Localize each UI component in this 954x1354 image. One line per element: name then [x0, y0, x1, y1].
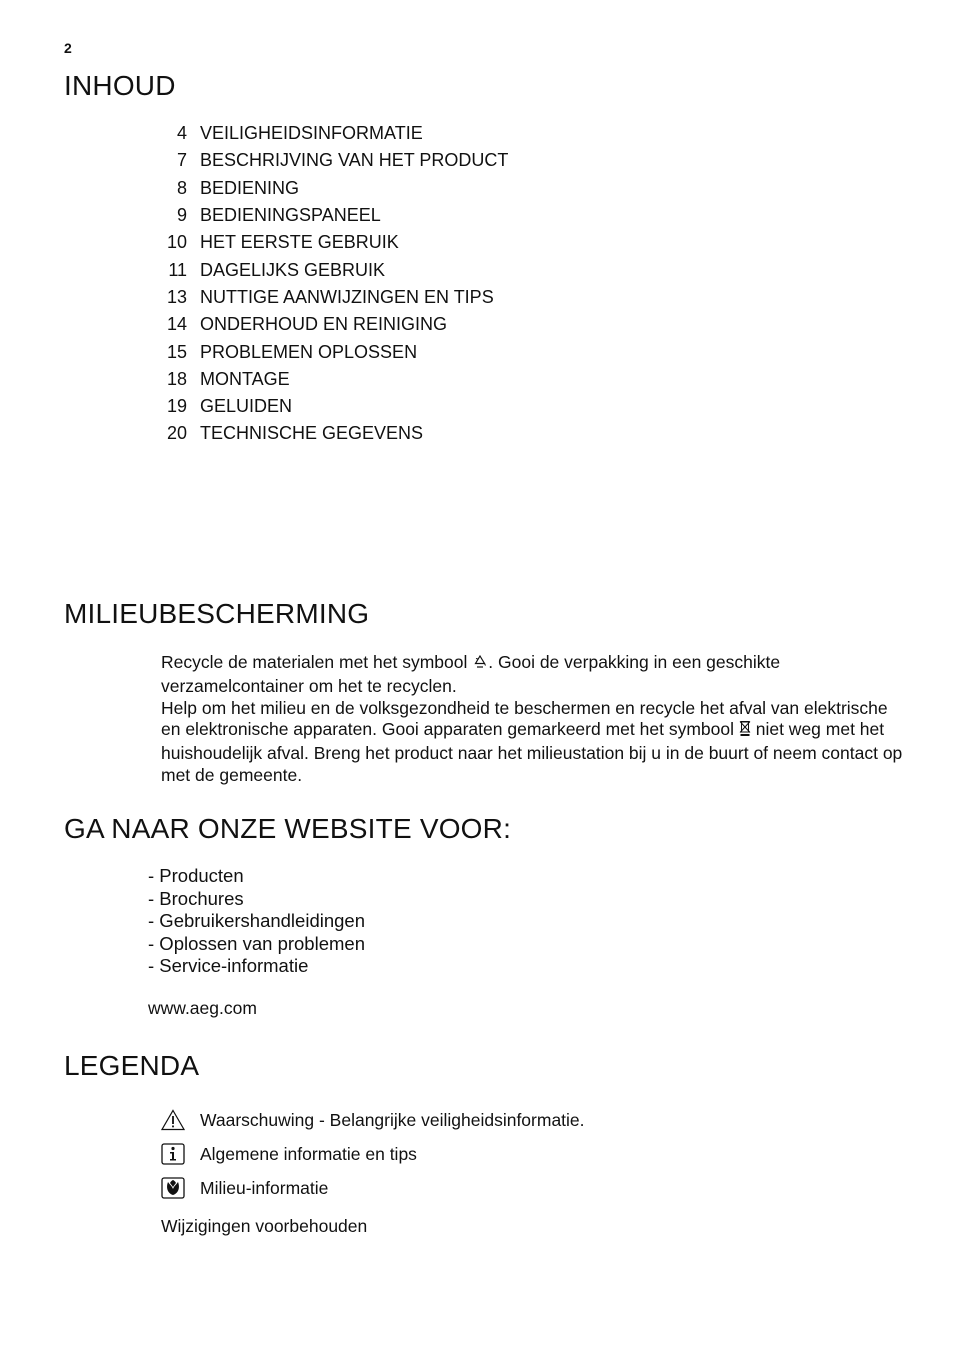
- toc-title: TECHNISCHE GEGEVENS: [200, 423, 424, 444]
- legend-label: Algemene informatie en tips: [200, 1143, 417, 1164]
- page-number: 2: [64, 40, 72, 56]
- toc-item[interactable]: [150, 256, 508, 283]
- toc-item[interactable]: [150, 284, 508, 311]
- toc-title: PROBLEMEN OPLOSSEN: [200, 341, 418, 362]
- recycle-text-continued: . Gooi de verpakking in een geschikte verzamelcontainer om het te recyclen.: [161, 652, 781, 696]
- toc-item[interactable]: [150, 338, 508, 365]
- toc-page-number: 11: [168, 259, 187, 280]
- warning-triangle-icon: [160, 1108, 186, 1132]
- recycle-text: Recycle de materialen met het symbool: [161, 652, 468, 672]
- recycle-paragraph: [161, 652, 906, 698]
- recycle-symbol-icon: [472, 654, 488, 676]
- table-of-contents: [150, 120, 508, 448]
- legend-item-warning: [160, 1103, 585, 1137]
- toc-title: VEILIGHEIDSINFORMATIE: [200, 123, 423, 144]
- crossed-bin-icon: [739, 720, 751, 743]
- toc-page-number: 19: [166, 396, 187, 417]
- toc-title: HET EERSTE GEBRUIK: [200, 232, 399, 253]
- website-heading: GA NAAR ONZE WEBSITE VOOR:: [64, 813, 512, 844]
- legend-label: Waarschuwing - Belangrijke veiligheidsinformatie.: [200, 1109, 585, 1130]
- toc-page-number: 20: [166, 423, 187, 444]
- contents-heading: INHOUD: [64, 70, 176, 101]
- toc-title: BEDIENINGSPANEEL: [200, 205, 381, 226]
- environment-text: [161, 652, 906, 787]
- toc-item[interactable]: [150, 229, 508, 256]
- info-icon: [160, 1142, 186, 1166]
- toc-title: BESCHRIJVING VAN HET PRODUCT: [200, 150, 509, 171]
- toc-item[interactable]: [150, 393, 508, 420]
- environment-heading: MILIEUBESCHERMING: [64, 598, 370, 629]
- toc-item[interactable]: [150, 366, 508, 393]
- toc-title: ONDERHOUD EN REINIGING: [200, 314, 448, 335]
- toc-title: DAGELIJKS GEBRUIK: [200, 259, 386, 280]
- legend-label: Milieu-informatie: [200, 1177, 329, 1198]
- toc-page-number: 13: [166, 286, 187, 307]
- list-item: - Service-informatie: [148, 955, 309, 977]
- toc-title: MONTAGE: [200, 368, 290, 389]
- toc-page-number: 7: [176, 150, 187, 171]
- toc-page-number: 8: [176, 177, 187, 198]
- toc-title: BEDIENING: [200, 177, 300, 198]
- toc-item[interactable]: [150, 311, 508, 338]
- weee-paragraph: [161, 698, 906, 787]
- legend-item-info: [160, 1137, 585, 1171]
- website-link[interactable]: www.aeg.com: [148, 998, 257, 1018]
- toc-page-number: 10: [166, 232, 187, 253]
- legend-heading: LEGENDA: [64, 1050, 200, 1081]
- toc-page-number: 15: [166, 341, 187, 362]
- weee-text: Help om het milieu en de volksgezondheid te beschermen en recycle het afval van elektrische en elektronische apparaten. Gooi apparaten gemarkeerd met het symbool: [161, 697, 888, 740]
- footer-note: Wijzigingen voorbehouden: [161, 1216, 368, 1236]
- toc-item[interactable]: [150, 202, 508, 229]
- website-topics-list: [148, 865, 365, 978]
- toc-page-number: 14: [166, 314, 187, 335]
- list-item: - Brochures: [148, 887, 244, 909]
- toc-title: GELUIDEN: [200, 396, 293, 417]
- toc-page-number: 9: [176, 205, 187, 226]
- list-item: - Producten: [148, 865, 244, 886]
- legend-item-environment: [160, 1171, 585, 1205]
- toc-item[interactable]: [150, 120, 508, 147]
- toc-page-number: 4: [176, 123, 187, 144]
- toc-page-number: 18: [166, 368, 187, 389]
- toc-item[interactable]: [150, 147, 508, 174]
- toc-item[interactable]: [150, 420, 508, 447]
- list-item: - Oplossen van problemen: [148, 932, 365, 954]
- weee-text-continued: niet weg met het huishoudelijk afval. Breng het product naar het milieustation bij u in de buurt of neem contact op met de gemeente.: [161, 719, 903, 785]
- toc-item[interactable]: [150, 175, 508, 202]
- legend-list: [160, 1103, 585, 1205]
- toc-title: NUTTIGE AANWIJZINGEN EN TIPS: [200, 286, 494, 307]
- environment-leaf-icon: [160, 1176, 186, 1200]
- list-item: - Gebruikershandleidingen: [148, 910, 365, 932]
